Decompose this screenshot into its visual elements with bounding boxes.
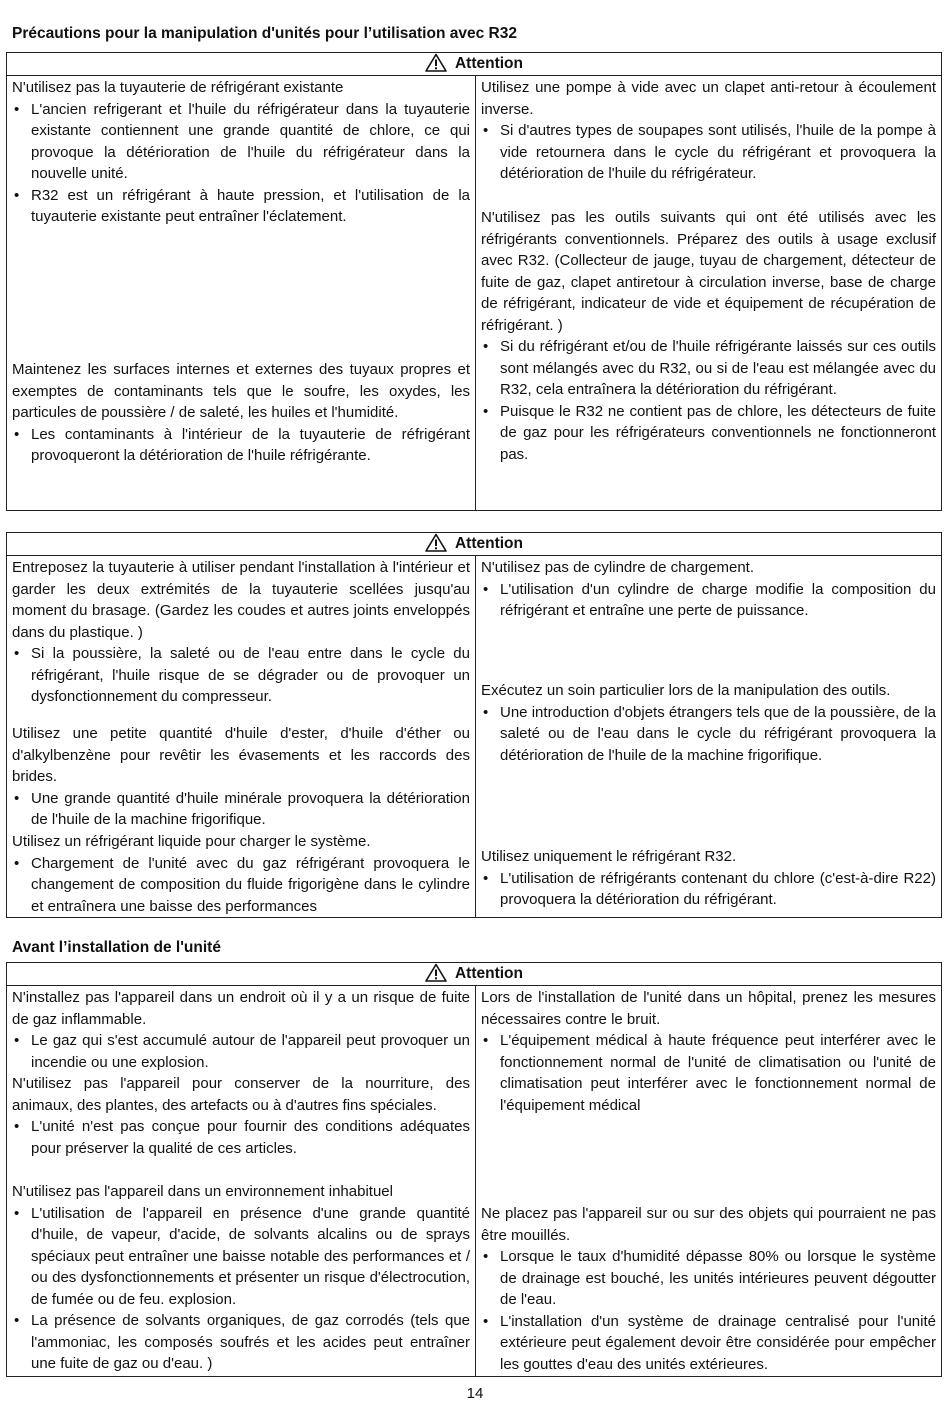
bullet-item: • R32 est un réfrigérant à haute pression, et l'utilisation de la tuyauterie existante peut entraîner l'éclatement. bbox=[12, 185, 470, 228]
left-column bbox=[7, 76, 476, 511]
precaution-heading: Ne placez pas l'appareil sur ou sur des objets qui pourraient ne pas être mouillés. bbox=[481, 1205, 936, 1244]
precaution-heading: N'utilisez pas la tuyauterie de réfrigérant existante bbox=[12, 79, 344, 96]
attention-label: Attention bbox=[454, 55, 523, 72]
precaution-block bbox=[481, 557, 936, 622]
bullet-item: • Une grande quantité d'huile minérale provoquera la détérioration de l'huile de la machine frigorifique. bbox=[12, 788, 470, 831]
precaution-block bbox=[481, 1203, 936, 1375]
precaution-block bbox=[481, 207, 936, 465]
precaution-heading: N'installez pas l'appareil dans un endroit où il y a un risque de fuite de gaz inflammable. bbox=[12, 989, 470, 1028]
precaution-bullets bbox=[481, 702, 936, 767]
bullet-item: • Si d'autres types de soupapes sont utilisés, l'huile de la pompe à vide retournera dans le cycle du réfrigérant et provoquera la détérioration de l'huile du réfrigérateur. bbox=[481, 120, 936, 185]
precaution-bullets bbox=[12, 1116, 470, 1159]
precaution-block bbox=[12, 831, 470, 917]
right-column bbox=[476, 76, 941, 511]
precaution-block bbox=[12, 1073, 470, 1159]
bullet-item: • Les contaminants à l'intérieur de la tuyauterie de réfrigérant provoqueront la détérioration de l'huile réfrigérante. bbox=[12, 424, 470, 467]
bullet-item: • Lorsque le taux d'humidité dépasse 80% ou lorsque le système de drainage est bouché, les unités intérieures peuvent dégoutter de l'eau. bbox=[481, 1246, 936, 1311]
precaution-heading: N'utilisez pas l'appareil dans un environnement inhabituel bbox=[12, 1183, 393, 1200]
bullet-item: • L'utilisation de l'appareil en présence d'une grande quantité d'huile, de vapeur, d'acide, de solvants alcalins ou de sprays spéciaux peut entraîner une baisse notable des performances et / ou des dysfonctionnements et présenter un risque d'électrocution, de fumée ou de feu. explosion. bbox=[12, 1203, 470, 1311]
precaution-heading: Entreposez la tuyauterie à utiliser pendant l'installation à l'intérieur et garder les deux extrémités de la tuyauterie scellées jusqu'au moment du brasage. (Gardez les coudes et autres joints enveloppés dans du plastique. ) bbox=[12, 559, 470, 641]
precaution-block bbox=[481, 77, 936, 185]
precaution-block bbox=[12, 359, 470, 467]
warning-icon bbox=[425, 53, 447, 72]
bullet-item: • L'installation d'un système de drainage centralisé pour l'unité extérieure peut également devoir être considérée pour empêcher les gouttes d'eau des unités extérieures. bbox=[481, 1311, 936, 1376]
precaution-bullets bbox=[481, 120, 936, 185]
precaution-heading: Utilisez une petite quantité d'huile d'ester, d'huile d'éther ou d'alkylbenzène pour revêtir les évasements et les raccords des brides. bbox=[12, 725, 470, 785]
attention-header bbox=[7, 533, 941, 556]
right-column bbox=[476, 986, 941, 1377]
bullet-item: • Le gaz qui s'est accumulé autour de l'appareil peut provoquer un incendie ou une explosion. bbox=[12, 1030, 470, 1073]
precaution-heading: N'utilisez pas de cylindre de chargement. bbox=[481, 559, 755, 576]
precaution-heading: Lors de l'installation de l'unité dans un hôpital, prenez les mesures nécessaires contre le bruit. bbox=[481, 989, 936, 1028]
attention-header bbox=[7, 53, 941, 76]
bullet-item: • La présence de solvants organiques, de gaz corrodés (tels que l'ammoniac, les composés soufrés et les acides peut entraîner une fuite de gaz ou d'eau. ) bbox=[12, 1310, 470, 1375]
attention-table-3 bbox=[6, 962, 942, 1377]
precaution-heading: N'utilisez pas les outils suivants qui ont été utilisés avec les réfrigérants conventionnels. Préparez des outils à usage exclusif avec R32. (Collecteur de jauge, tuyau de chargement, détecteur de fuite de gaz, clapet antiretour à circulation inverse, base de charge de réfrigérant, indicateur de vide et équipement de récupération de réfrigérant. ) bbox=[481, 209, 936, 334]
attention-label: Attention bbox=[454, 965, 523, 982]
attention-label: Attention bbox=[454, 535, 523, 552]
precaution-bullets bbox=[481, 1030, 936, 1116]
left-column bbox=[7, 986, 476, 1377]
attention-table-2 bbox=[6, 532, 942, 918]
section-title-r32: Précautions pour la manipulation d'unités pour l’utilisation avec R32 bbox=[12, 25, 517, 42]
precaution-heading: Utilisez un réfrigérant liquide pour charger le système. bbox=[12, 833, 371, 850]
precaution-heading: Utilisez uniquement le réfrigérant R32. bbox=[481, 848, 737, 865]
precaution-block bbox=[12, 1181, 470, 1375]
bullet-item: • L'unité n'est pas conçue pour fournir des conditions adéquates pour préserver la qualité de ces articles. bbox=[12, 1116, 470, 1159]
attention-table-1 bbox=[6, 52, 942, 511]
precaution-bullets bbox=[12, 643, 470, 708]
right-column bbox=[476, 556, 941, 918]
precaution-block bbox=[12, 987, 470, 1073]
precaution-bullets bbox=[12, 99, 470, 228]
precaution-bullets bbox=[481, 868, 936, 911]
attention-header bbox=[7, 963, 941, 986]
precaution-bullets bbox=[12, 788, 470, 831]
bullet-item: • L'équipement médical à haute fréquence peut interférer avec le fonctionnement normal de l'unité de climatisation ou l'unité de climatisation peut interférer avec le fonctionnement normal de l'équipement médical bbox=[481, 1030, 936, 1116]
precaution-bullets bbox=[12, 1203, 470, 1375]
bullet-item: • Si du réfrigérant et/ou de l'huile réfrigérante laissés sur ces outils sont mélangés avec du R32, ou si de l'eau est mélangée avec du R32, cela entraînera la détérioration du réfrigérant. bbox=[481, 336, 936, 401]
precaution-heading: Exécutez un soin particulier lors de la manipulation des outils. bbox=[481, 682, 891, 699]
precaution-bullets bbox=[12, 1030, 470, 1073]
precaution-block bbox=[12, 77, 470, 228]
precaution-bullets bbox=[12, 424, 470, 467]
bullet-item: • L'utilisation de réfrigérants contenant du chlore (c'est-à-dire R22) provoquera la détérioration du réfrigérant. bbox=[481, 868, 936, 911]
precaution-block bbox=[12, 557, 470, 708]
bullet-item: • Si la poussière, la saleté ou de l'eau entre dans le cycle du réfrigérant, l'huile risque de se dégrader ou de provoquer un dysfonctionnement du compresseur. bbox=[12, 643, 470, 708]
precaution-bullets bbox=[481, 1246, 936, 1375]
bullet-item: • L'ancien refrigerant et l'huile du réfrigérateur dans la tuyauterie existante contiennent une grande quantité de chlore, ce qui provoque la détérioration de l'huile du réfrigérateur dans la nouvelle unité. bbox=[12, 99, 470, 185]
precaution-bullets bbox=[481, 579, 936, 622]
bullet-item: • Une introduction d'objets étrangers tels que de la poussière, de la saleté ou de l'eau dans le cycle du réfrigérant provoquera la détérioration de l'huile de la machine frigorifique. bbox=[481, 702, 936, 767]
warning-icon bbox=[425, 533, 447, 552]
precaution-heading: Maintenez les surfaces internes et externes des tuyaux propres et exemptes de contaminants tels que le soufre, les oxydes, les particules de poussière / de saleté, les huiles et l'humidité. bbox=[12, 361, 470, 421]
bullet-item: • Chargement de l'unité avec du gaz réfrigérant provoquera le changement de composition du fluide frigorigène dans le cylindre et entraînera une baisse des performances bbox=[12, 853, 470, 918]
precaution-heading: N'utilisez pas l'appareil pour conserver de la nourriture, des animaux, des plantes, des artefacts ou à d'autres fins spéciales. bbox=[12, 1075, 470, 1114]
precaution-block bbox=[481, 846, 936, 911]
bullet-item: • Puisque le R32 ne contient pas de chlore, les détecteurs de fuite de gaz pour les réfrigérateurs conventionnels ne fonctionneront pas. bbox=[481, 401, 936, 466]
precaution-bullets bbox=[481, 336, 936, 465]
precaution-bullets bbox=[12, 853, 470, 918]
precaution-heading: Utilisez une pompe à vide avec un clapet anti-retour à écoulement inverse. bbox=[481, 79, 936, 118]
warning-icon bbox=[425, 963, 447, 982]
precaution-block bbox=[481, 987, 936, 1116]
section-title-before-install: Avant l’installation de l'unité bbox=[12, 939, 221, 956]
bullet-item: • L'utilisation d'un cylindre de charge modifie la composition du réfrigérant et entraîne une perte de puissance. bbox=[481, 579, 936, 622]
precaution-block bbox=[12, 723, 470, 831]
page-number: 14 bbox=[466, 1385, 484, 1402]
precaution-block bbox=[481, 680, 936, 766]
left-column bbox=[7, 556, 476, 918]
